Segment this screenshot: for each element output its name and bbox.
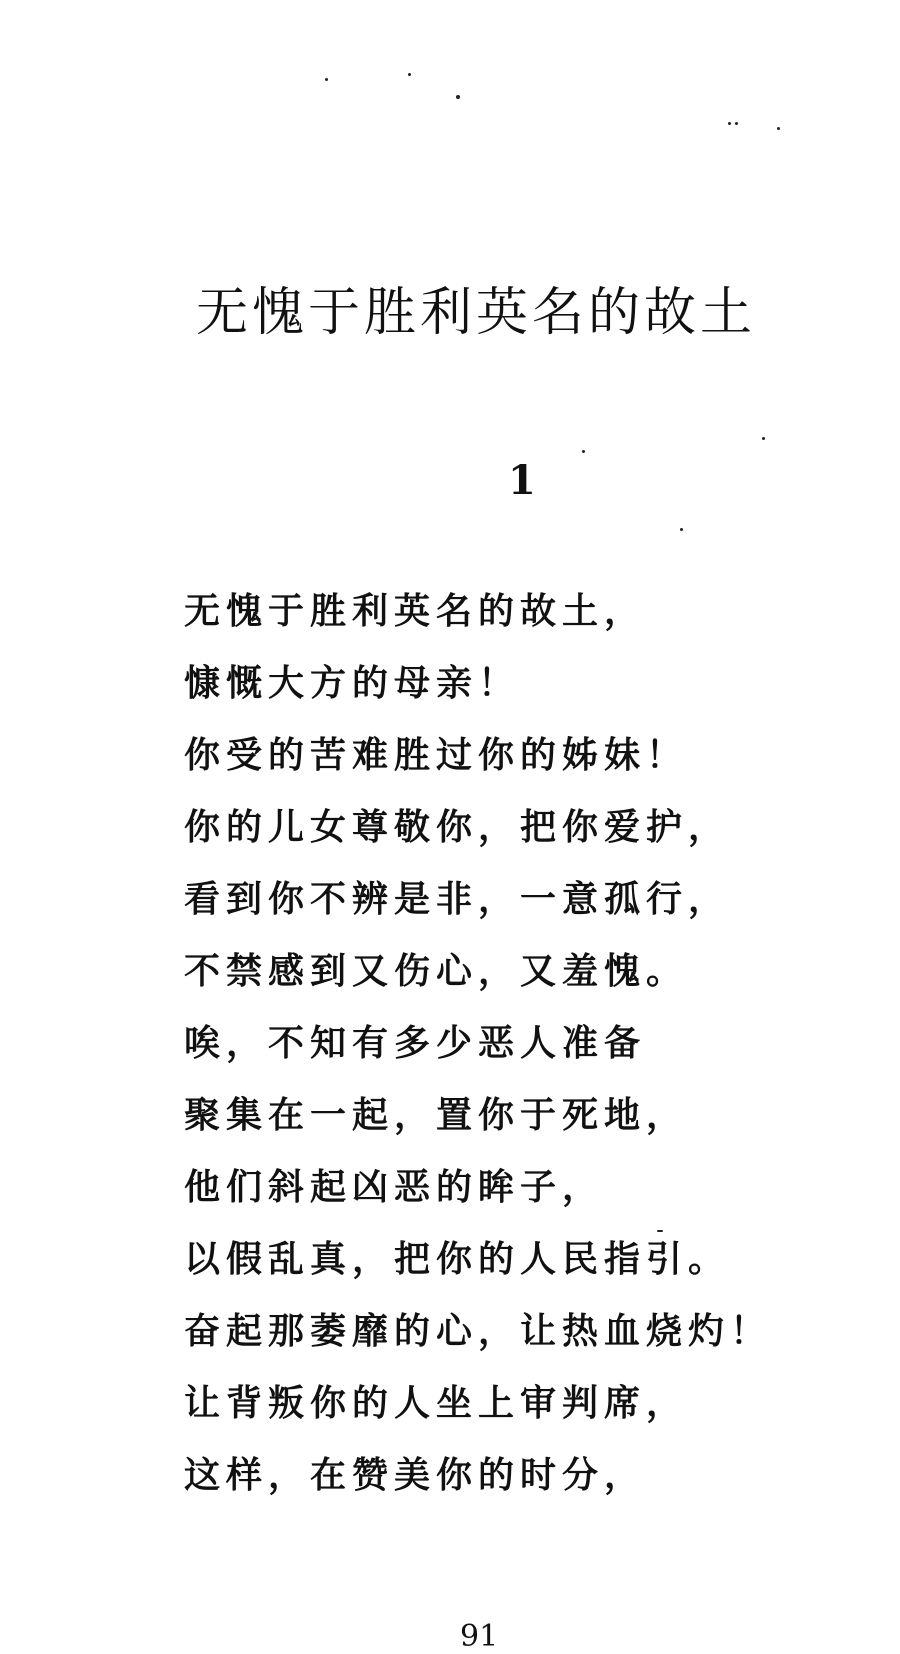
poem-body xyxy=(184,575,844,1511)
poem-line: 聚集在一起，置你于死地， xyxy=(184,1094,689,1136)
poem-line: 这样，在赞美你的时分， xyxy=(184,1454,647,1496)
poem-line: 他们斜起凶恶的眸子， xyxy=(184,1166,605,1208)
poem-line: 无愧于胜利英名的故土， xyxy=(184,590,647,632)
scan-speck xyxy=(325,78,328,81)
scan-speck xyxy=(582,450,585,453)
page-number: 91 xyxy=(460,1619,499,1654)
poem-line: 让背叛你的人坐上审判席， xyxy=(184,1382,689,1424)
poem-line: 唉，不知有多少恶人准备 xyxy=(184,1022,647,1064)
scan-speck xyxy=(762,437,765,440)
scan-speck xyxy=(680,528,683,531)
section-number: 1 xyxy=(508,457,536,504)
poem-line: 以假乱真，把你的人民指引。 xyxy=(184,1238,731,1280)
poem-line: 慷慨大方的母亲！ xyxy=(184,662,521,704)
poem-line: 不禁感到又伤心，又羞愧。 xyxy=(184,950,689,992)
poem-line: 你受的苦难胜过你的姊妹！ xyxy=(184,734,689,776)
scan-speck xyxy=(777,127,780,130)
poem-line: 你的儿女尊敬你，把你爱护， xyxy=(184,806,731,848)
scan-speck xyxy=(456,95,460,99)
poem-line: 奋起那萎靡的心，让热血烧灼！ xyxy=(184,1310,773,1352)
scan-speck xyxy=(728,122,731,125)
poem-line: 看到你不辨是非，一意孤行， xyxy=(184,878,731,920)
scan-speck xyxy=(735,122,738,125)
scan-speck xyxy=(408,73,411,76)
poem-title: 无愧于胜利英名的故土 xyxy=(196,282,757,343)
